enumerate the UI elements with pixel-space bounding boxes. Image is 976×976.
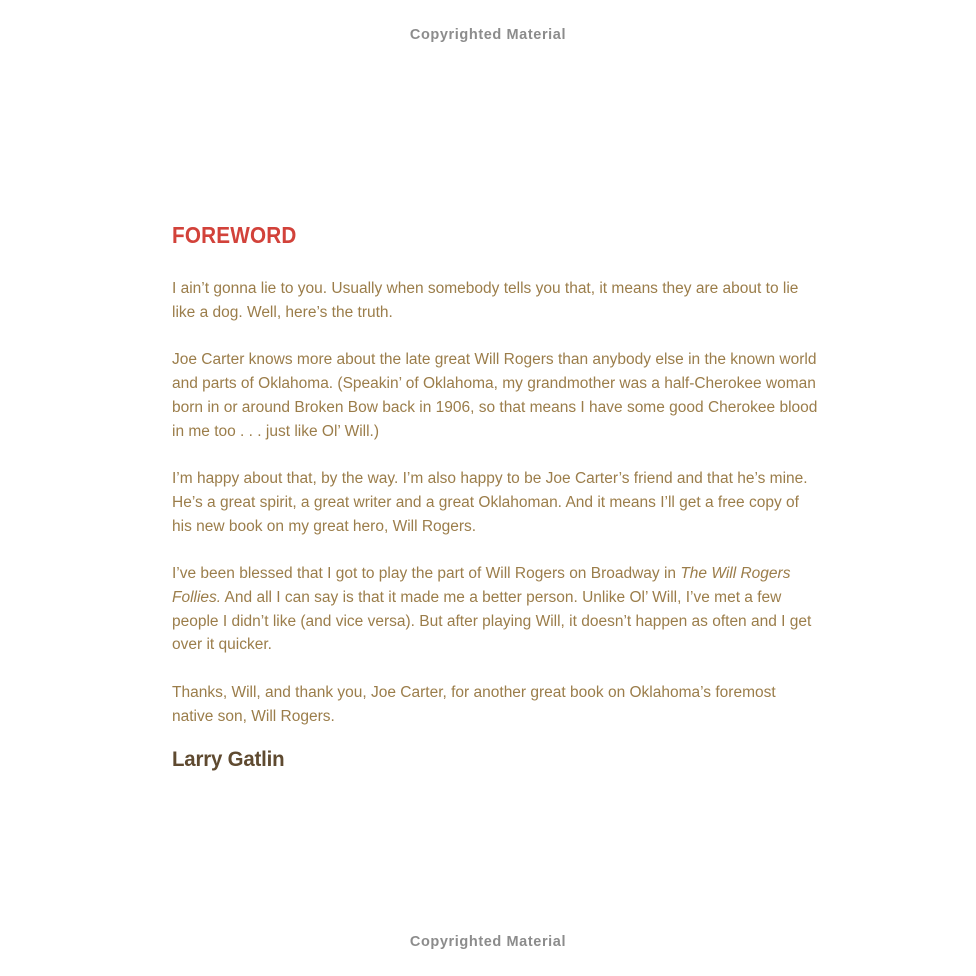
italic-text-segment: Follies. xyxy=(172,589,222,607)
text-line xyxy=(172,396,832,420)
author-signature: Larry Gatlin xyxy=(172,746,285,771)
text-line xyxy=(172,301,832,325)
foreword-paragraph xyxy=(172,277,832,324)
copyright-banner-top: Copyrighted Material xyxy=(409,27,567,43)
text-line xyxy=(172,515,832,539)
foreword-paragraph xyxy=(172,467,832,538)
text-line xyxy=(172,491,832,515)
text-line xyxy=(172,562,832,586)
text-segment: in me too . . . just like Ol’ Will.) xyxy=(172,422,379,440)
text-segment: like a dog. Well, here’s the truth. xyxy=(172,303,393,321)
foreword-section xyxy=(172,224,832,772)
copyright-banner-bottom: Copyrighted Material xyxy=(409,934,567,950)
text-line xyxy=(172,586,832,610)
text-line xyxy=(172,467,832,491)
foreword-paragraphs xyxy=(172,277,832,729)
text-line xyxy=(172,633,832,657)
text-segment: And all I can say is that it made me a better person. Unlike Ol’ Will, I’ve met a few xyxy=(221,589,782,607)
text-line xyxy=(172,348,832,372)
text-segment: born in or around Broken Bow back in 1906, so that means I have some good Cherokee blood xyxy=(172,398,818,416)
text-line xyxy=(172,610,832,634)
foreword-paragraph xyxy=(172,681,832,728)
text-segment: I’ve been blessed that I got to play the part of Will Rogers on Broadway in xyxy=(172,565,681,583)
text-segment: Thanks, Will, and thank you, Joe Carter, for another great book on Oklahoma’s foremost xyxy=(172,684,776,702)
foreword-paragraph xyxy=(172,348,832,443)
text-line xyxy=(172,277,832,301)
text-segment: over it quicker. xyxy=(172,636,272,654)
italic-text-segment: The Will Rogers xyxy=(680,565,791,583)
foreword-heading: FOREWORD xyxy=(172,222,297,248)
text-segment: I ain’t gonna lie to you. Usually when somebody tells you that, it means they are about to lie xyxy=(172,280,799,297)
text-segment: his new book on my great hero, Will Rogers. xyxy=(172,517,477,535)
text-segment: people I didn’t like (and vice versa). But after playing Will, it doesn’t happen as often and I get xyxy=(172,612,812,630)
text-segment: Joe Carter knows more about the late great Will Rogers than anybody else in the known world xyxy=(172,351,817,369)
text-segment: native son, Will Rogers. xyxy=(172,707,335,725)
foreword-paragraph xyxy=(172,562,832,657)
text-line xyxy=(172,372,832,396)
text-segment: and parts of Oklahoma. (Speakin’ of Oklahoma, my grandmother was a half-Cherokee woman xyxy=(172,375,816,393)
text-segment: I’m happy about that, by the way. I’m also happy to be Joe Carter’s friend and that he’s mine. xyxy=(172,470,808,488)
text-line xyxy=(172,681,832,705)
text-line xyxy=(172,705,832,729)
text-segment: He’s a great spirit, a great writer and a great Oklahoman. And it means I’ll get a free copy of xyxy=(172,493,799,511)
text-line xyxy=(172,420,832,444)
